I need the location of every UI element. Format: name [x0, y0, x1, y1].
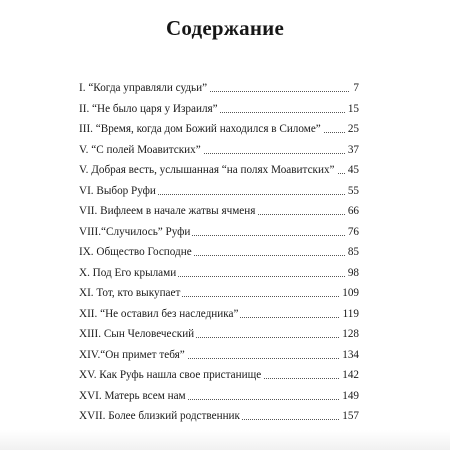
- toc-entry: [79, 245, 359, 266]
- toc-page-number: 98: [345, 266, 359, 280]
- toc-entry: [79, 307, 359, 328]
- toc-entry: [79, 286, 359, 307]
- toc-page-number: 149: [339, 389, 359, 403]
- toc-entry: [79, 266, 359, 287]
- toc-entry-title: VII. Вифлеем в начале жатвы ячменя: [79, 205, 256, 217]
- toc-entry-title: V. Добрая весть, услышанная “на полях Моавитских”: [79, 164, 335, 176]
- toc-entry-title: X. Под Его крылами: [79, 266, 177, 279]
- toc-entry: [79, 143, 359, 164]
- toc-entry-title: VIII.“Случилось” Руфи: [79, 225, 191, 238]
- toc-page-number: 55: [345, 184, 359, 198]
- toc-entry: [79, 163, 359, 184]
- toc-entry-title: XVII. Более близкий родственник: [79, 410, 240, 422]
- toc-entry: [79, 389, 359, 410]
- toc-entry: [79, 122, 359, 143]
- toc-entry: [79, 368, 359, 389]
- toc-entry: [79, 225, 359, 246]
- toc-entry-title: I. “Когда управляли судьи”: [79, 82, 208, 94]
- toc-page-number: 45: [345, 163, 359, 177]
- toc-page-number: 37: [345, 143, 359, 157]
- toc-entry-title: IX. Общество Господне: [79, 246, 192, 258]
- toc-page-number: 134: [339, 348, 359, 362]
- toc-entry-title: XI. Тот, кто выкупает: [79, 287, 181, 299]
- table-of-contents: [79, 81, 359, 450]
- toc-entry-title: XVI. Матерь всем нам: [79, 389, 186, 402]
- toc-entry-title: III. “Время, когда дом Божий находился в Силоме”: [79, 123, 321, 135]
- toc-entry-title: II. “Не было царя у Израиля”: [79, 102, 218, 115]
- page-title: Содержание: [166, 16, 284, 40]
- toc-page-number: 109: [339, 286, 359, 300]
- toc-page-number: 15: [345, 102, 359, 116]
- toc-entry-title: XII. “Не оставил без наследника”: [79, 307, 239, 320]
- toc-entry-title: VI. Выбор Руфи: [79, 184, 156, 197]
- toc-page-number: 85: [345, 245, 359, 259]
- toc-entry: [79, 204, 359, 225]
- toc-entry: [79, 348, 359, 369]
- toc-page-number: 76: [345, 225, 359, 239]
- toc-entry-title: XIII. Сын Человеческий: [79, 328, 195, 340]
- toc-page-number: 157: [339, 409, 359, 423]
- toc-page-number: 25: [345, 122, 359, 136]
- toc-page-number: 119: [340, 307, 359, 321]
- toc-page-number: 142: [339, 368, 359, 382]
- toc-entry-title: XIV.“Он примет тебя”: [79, 348, 185, 361]
- toc-page-number: 128: [339, 327, 359, 341]
- page-bottom-shadow: [0, 430, 450, 450]
- toc-entry: [79, 327, 359, 348]
- toc-page-number: 66: [345, 204, 359, 218]
- toc-entry: [79, 184, 359, 205]
- toc-entry: [79, 409, 359, 430]
- toc-entry: [79, 81, 359, 102]
- toc-entry-title: V. “С полей Моавитских”: [79, 143, 201, 156]
- toc-entry-title: XV. Как Руфь нашла свое пристанище: [79, 369, 262, 381]
- toc-entry: [79, 102, 359, 123]
- toc-page-number: 7: [350, 81, 359, 95]
